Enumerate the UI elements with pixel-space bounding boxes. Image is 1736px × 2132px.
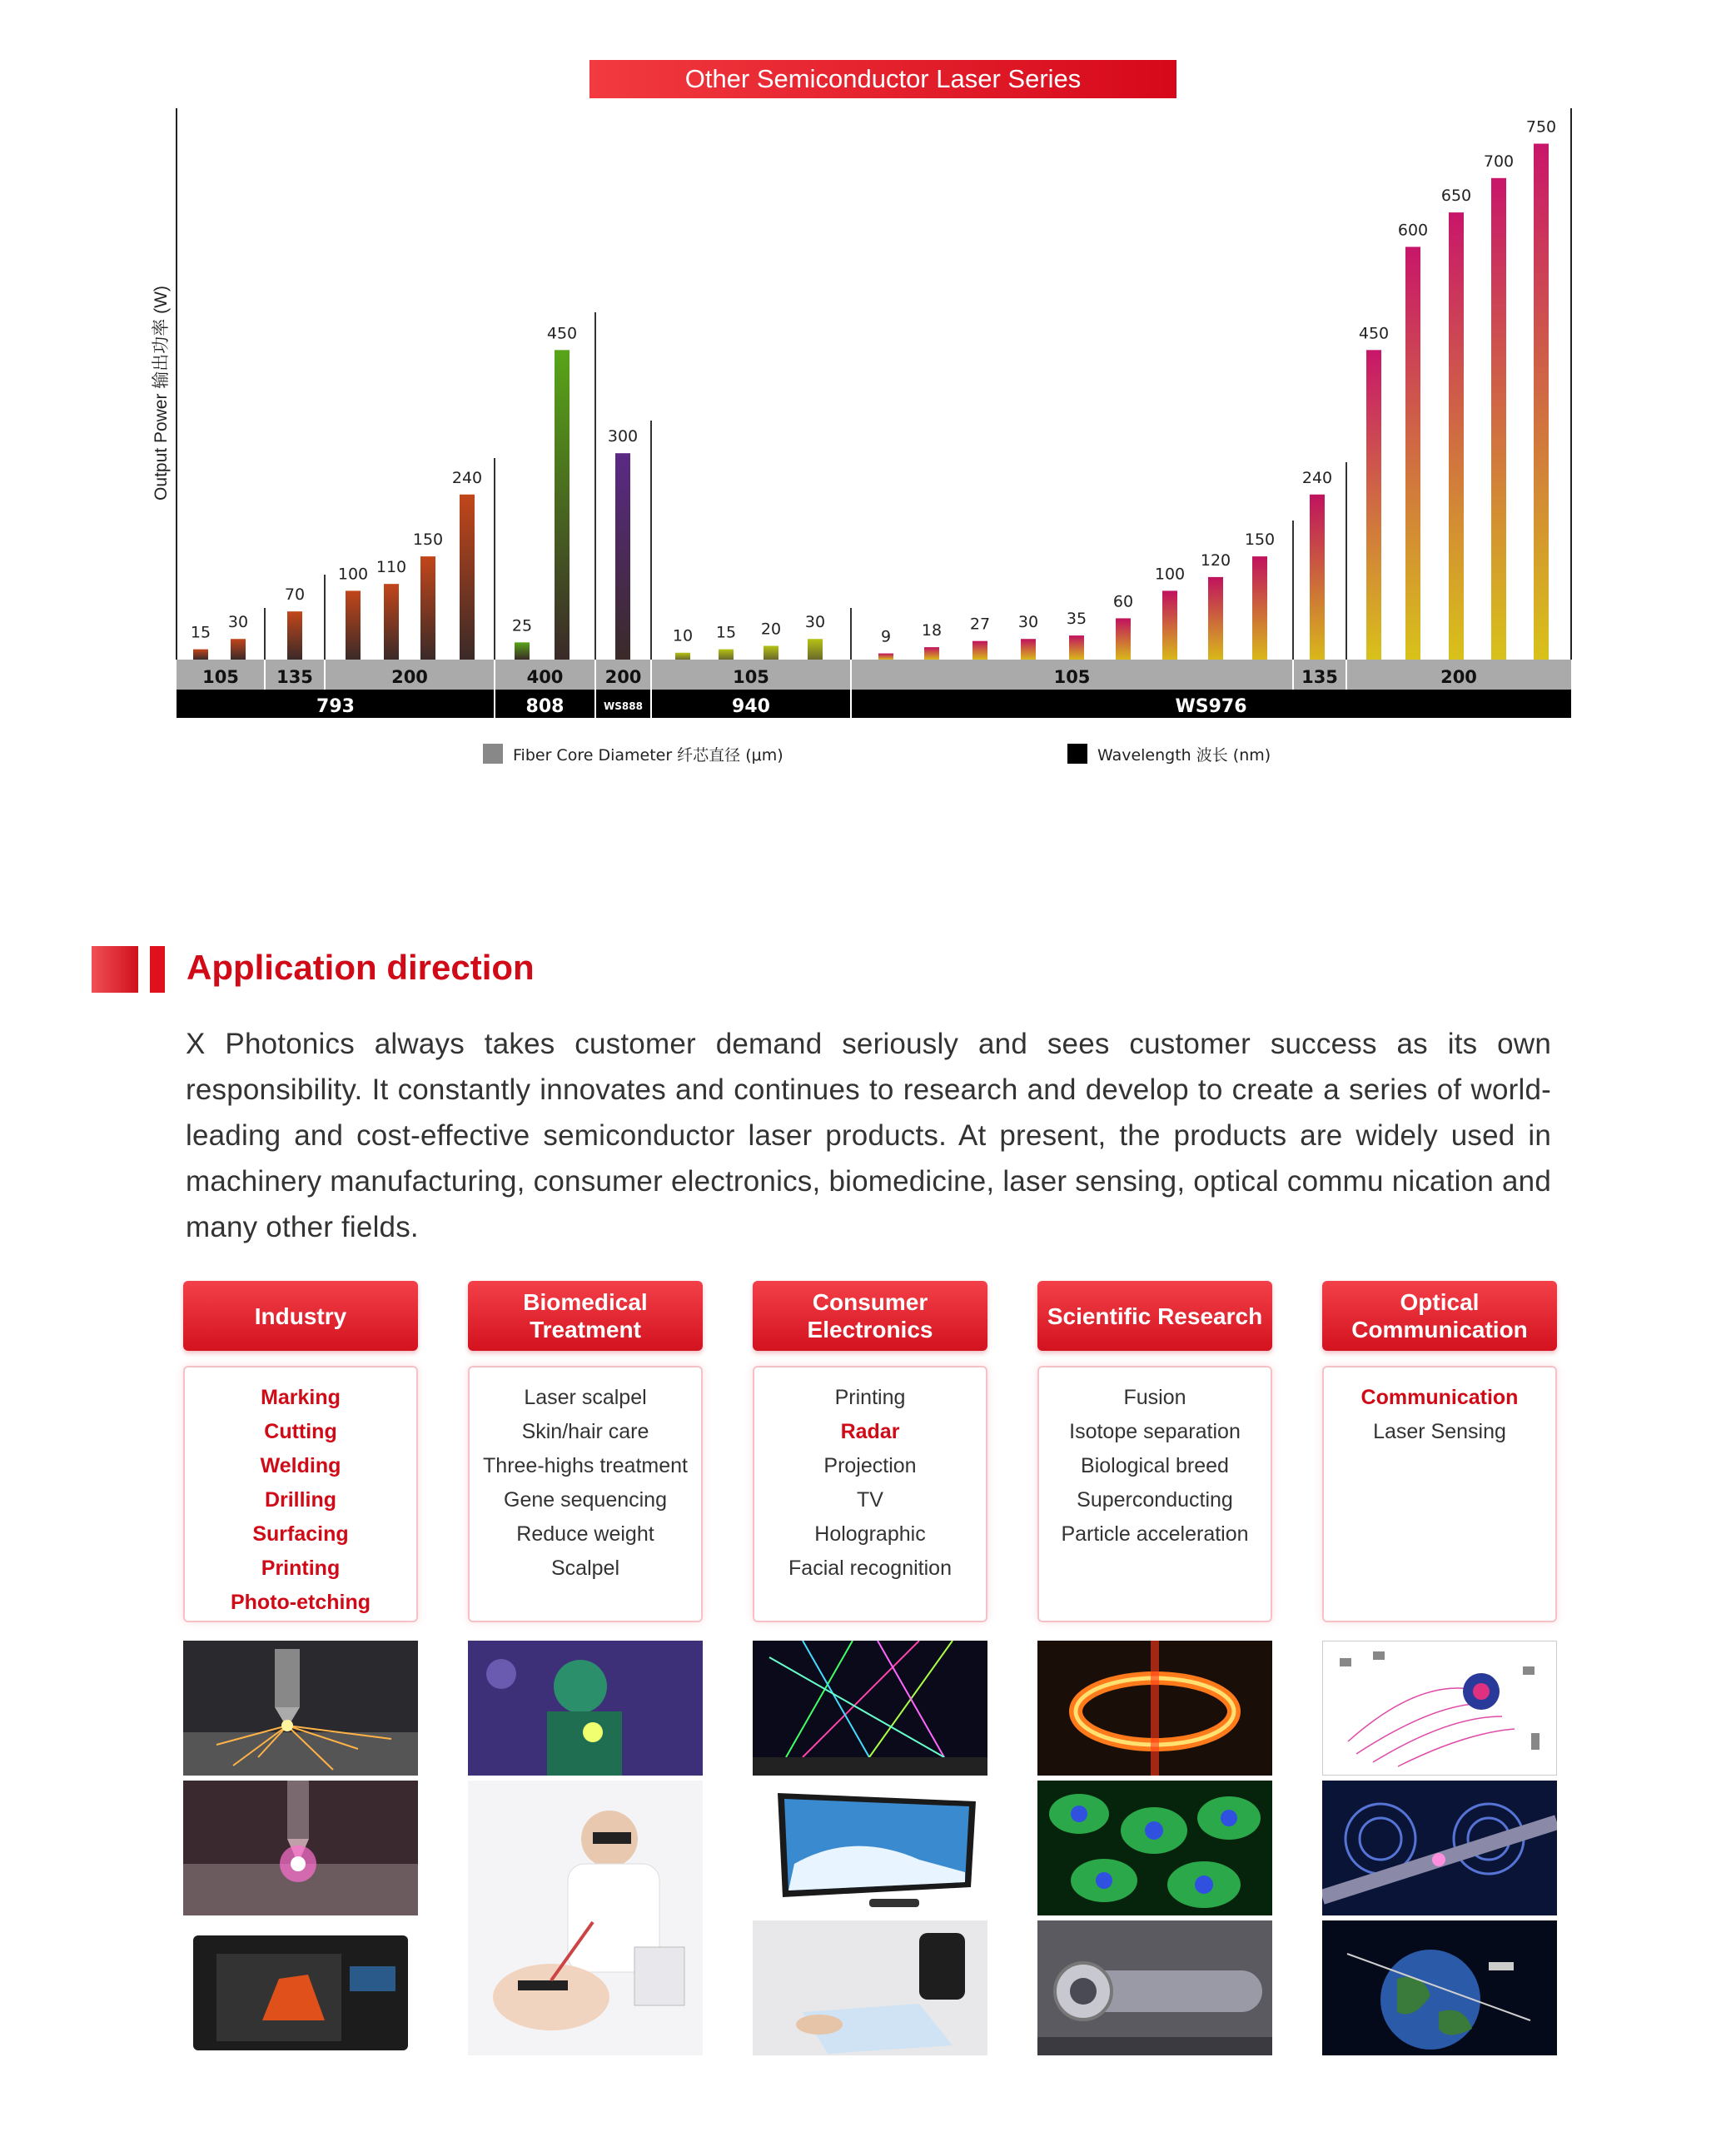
bar [764,645,778,660]
bar-value-label: 110 [376,558,407,577]
app-item: Skin/hair care [521,1420,649,1443]
app-item: Fusion [1123,1386,1186,1409]
wavelength-band [177,690,1571,718]
app-item: Radar [840,1420,900,1443]
app-item: Cutting [264,1420,337,1443]
app-item: Particle acceleration [1061,1522,1249,1546]
app-item: Printing [834,1386,906,1409]
app-list [1037,1366,1272,1622]
bar [1405,247,1420,660]
bar-value-label: 27 [969,615,991,634]
bar-value-label: 120 [1200,550,1231,570]
app-item: Communication [1360,1386,1519,1409]
bar [719,650,734,660]
bar-value-label: 100 [337,565,369,584]
app-item: Laser Sensing [1373,1420,1506,1443]
fiber-core-label: 135 [1301,667,1338,687]
fiber-core-label: 200 [391,667,428,687]
bar [675,653,690,660]
app-column-optical [1322,1281,1557,1622]
intro-paragraph: X Photonics always takes customer demand seriously and sees customer success as its own responsibility. It constantly innovates and continues to research and develop to create a series of world-leading and cost-effective semiconductor laser products. At present, the products are widely used in machinery manufacturing, consumer electronics, biomedicine, laser sensing, optical commu nication and many other fields. [186,1028,1551,1243]
bar-value-label: 15 [190,623,211,642]
fiber-core-label: 200 [604,667,642,687]
app-list [468,1366,703,1622]
app-header-biomedical: Biomedical Treatment [468,1281,703,1351]
app-column-scientific [1037,1281,1272,1622]
bar-value-label: 30 [804,613,826,632]
fiber-core-label: 105 [733,667,769,687]
bar [1208,577,1223,660]
bar [1069,635,1084,660]
wavelength-label: WS888 [604,700,643,712]
legend-label: Fiber Core Diameter 纤芯直径 (μm) [513,746,783,765]
bar [231,639,246,660]
bar-value-label: 25 [511,616,533,635]
bar-value-label: 18 [921,621,943,640]
fiber-band [177,660,1571,690]
bar [1021,639,1036,660]
bar [193,650,208,660]
bar-value-label: 240 [1301,468,1333,487]
bar [1116,618,1131,660]
scientific-accelerator-photo [1037,1920,1272,2055]
app-item: Drilling [264,1488,337,1512]
industry-3d-printer-photo [183,1920,418,2055]
fiber-core-label: 200 [1440,667,1477,687]
industry-laser-cutting-photo [183,1641,418,1776]
fiber-core-label: 135 [276,667,313,687]
industry-welding-photo [183,1781,418,1915]
app-item: Printing [261,1557,341,1580]
app-item: Surfacing [252,1522,349,1546]
optical-satellite-earth-photo [1322,1920,1557,2055]
wavelength-label: 940 [732,696,770,717]
bar [808,639,823,660]
consumer-laser-show-photo [753,1641,987,1776]
scientific-cells-photo [1037,1781,1272,1915]
bar-value-label: 15 [715,623,737,642]
legend-swatch [483,744,503,764]
bar-value-label: 650 [1440,187,1472,206]
biomedical-surgery-photo [468,1641,703,1776]
bar-value-label: 750 [1525,117,1557,137]
app-item: Welding [260,1454,341,1477]
bar [287,611,302,660]
bar [420,556,435,660]
app-list [183,1366,418,1622]
bar [1491,178,1506,660]
bar [1534,144,1549,660]
app-item: Projection [823,1454,917,1477]
bar [1449,212,1464,660]
section-marker-block [92,946,138,993]
bar [555,350,570,660]
bar-value-label: 700 [1483,152,1515,171]
bar-value-label: 300 [607,427,639,446]
bar-value-label: 100 [1154,565,1186,584]
bar-value-label: 30 [1017,613,1039,632]
wavelength-label: 793 [316,696,355,717]
app-item: Photo-etching [230,1591,371,1614]
app-header-industry: Industry [183,1281,418,1351]
app-item: Laser scalpel [524,1386,647,1409]
biomedical-skin-care-photo [468,1781,703,2055]
chart-svg [0,0,1736,816]
bar-value-label: 150 [412,531,444,550]
app-column-consumer [753,1281,987,1622]
bar [1162,590,1177,660]
section-marker-stripe [150,946,165,993]
app-item: Gene sequencing [504,1488,667,1512]
wavelength-label: 808 [525,696,565,717]
bar [515,642,530,660]
fiber-core-label: 105 [202,667,239,687]
app-item: TV [857,1488,883,1512]
wavelength-label: WS976 [1175,696,1247,717]
bar [1366,350,1381,660]
app-header-scientific: Scientific Research [1037,1281,1272,1351]
bar-value-label: 30 [227,613,249,632]
app-item: Holographic [814,1522,926,1546]
optical-fiber-photo [1322,1781,1557,1915]
bar-value-label: 9 [880,627,892,646]
app-column-industry [183,1281,418,1622]
app-list [753,1366,987,1622]
optical-network-diagram-photo [1322,1641,1557,1776]
bar-value-label: 60 [1112,592,1134,611]
scientific-fusion-photo [1037,1641,1272,1776]
app-item: Scalpel [551,1557,619,1580]
bar [1252,556,1267,660]
bar-value-label: 450 [546,324,578,343]
chart-title: Other Semiconductor Laser Series [589,60,1176,98]
app-column-biomedical [468,1281,703,1622]
legend-label: Wavelength 波长 (nm) [1097,746,1271,765]
bar-value-label: 70 [284,585,306,605]
consumer-tv-photo [753,1781,987,1915]
bar-value-label: 450 [1358,324,1390,343]
app-list [1322,1366,1557,1622]
app-item: Facial recognition [788,1557,952,1580]
bar [460,495,475,660]
app-header-consumer: Consumer Electronics [753,1281,987,1351]
bar-value-label: 240 [451,468,483,487]
fiber-core-label: 105 [1053,667,1091,687]
app-item: Marking [261,1386,341,1409]
chart-area [0,0,1736,816]
app-header-optical: Optical Communication [1322,1281,1557,1351]
app-item: Isotope separation [1069,1420,1241,1443]
bar [972,641,987,660]
app-item: Reduce weight [516,1522,654,1546]
section-title: Application direction [187,948,535,987]
bar [384,584,399,660]
bar-value-label: 150 [1244,531,1276,550]
bar [878,654,893,660]
bar-value-label: 35 [1066,610,1087,629]
bar-value-label: 20 [760,620,782,639]
app-item: Three-highs treatment [483,1454,688,1477]
bar [1310,495,1325,660]
bar [924,647,939,660]
app-item: Biological breed [1081,1454,1229,1477]
legend-swatch [1067,744,1087,764]
app-item: Superconducting [1077,1488,1233,1512]
y-axis-label: Output Power 输出功率 (W) [152,286,171,501]
bar-value-label: 10 [672,626,694,645]
consumer-projection-photo [753,1920,987,2055]
bar [346,590,361,660]
fiber-core-label: 400 [526,667,564,687]
bar-value-label: 600 [1397,221,1429,240]
bar [615,453,630,660]
